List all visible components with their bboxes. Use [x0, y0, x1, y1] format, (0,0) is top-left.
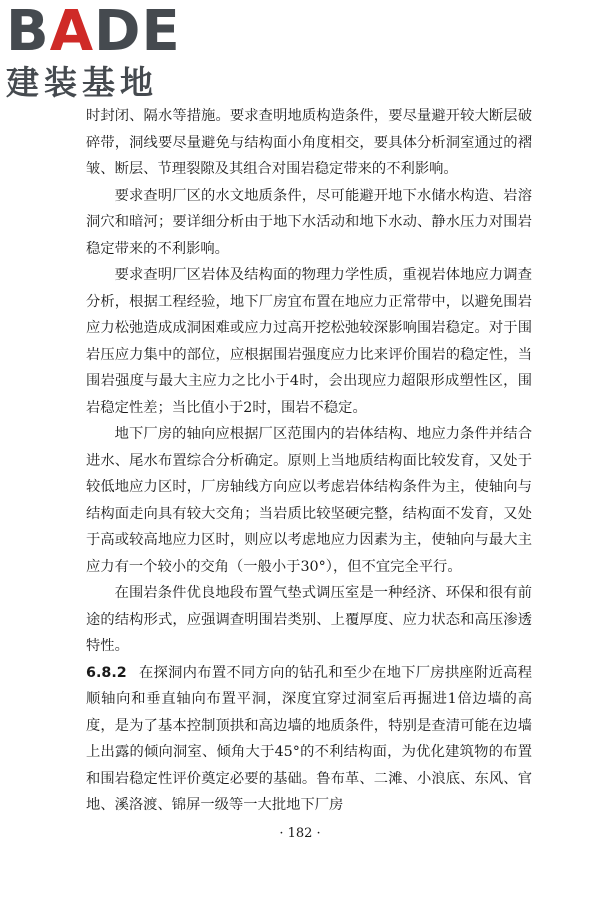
logo-tagline: 建装基地 [6, 63, 158, 102]
bade-logo [6, 0, 196, 102]
logo-letter-d: D [94, 0, 142, 64]
paragraph-rock-mechanics: 要求查明厂区岩体及结构面的物理力学性质，重视岩体地应力调查分析，根据工程经验，地下厂房宜布置在地应力正常带中，以避免围岩应力松弛造成成洞困难或应力过高开挖松弛较深影响围岩稳定。对于围岩压应力集中的部位，应根据围岩强度应力比来评价围岩的稳定性，当围岩强度与最大主应力之比小于4时，会出现应力超限形成塑性区，围岩稳定性差；当比值小于2时，围岩不稳定。 [86, 267, 532, 416]
paragraph-continuation: 时封闭、隔水等措施。要求查明地质构造条件，要尽量避开较大断层破碎带，洞线要尽量避免与结构面小角度相交，要具体分析洞室通过的褶皱、断层、节理裂隙及其组合对围岩稳定带来的不利影响。 [86, 108, 532, 177]
paragraph-hydrogeology: 要求查明厂区的水文地质条件，尽可能避开地下水储水构造、岩溶洞穴和暗河；要详细分析由于地下水活动和地下水动、静水压力对围岩稳定带来的不利影响。 [86, 187, 532, 257]
document-body [86, 103, 532, 819]
logo-letter-a: A [49, 0, 95, 64]
clause-text: 在探洞内布置不同方向的钻孔和至少在地下厂房拱座附近高程顺轴向和垂直轴向布置平洞，深度宜穿过洞室后再掘进1倍边墙的高度，是为了基本控制顶拱和高边墙的地质条件，特别是查清可能在边墙上出露的倾向洞室、倾角大于45°的不利结构面，为优化建筑物的布置和围岩稳定性评价奠定必要的基础。鲁布革、二滩、小浪底、东风、官地、溪洛渡、锦屏一级等一大批地下厂房 [86, 664, 532, 813]
page-number: · 182 · [279, 826, 321, 841]
paragraph-powerhouse-axis: 地下厂房的轴向应根据厂区范围内的岩体结构、地应力条件并结合进水、尾水布置综合分析确定。原则上当地质结构面比较发育，又处于较低地应力区时，厂房轴线方向应以考虑岩体结构条件为主，使轴向与结构面走向具有较大交角；当岩质比较坚硬完整，结构面不发育，又处于高或较高地应力区时，则应以考虑地应力因素为主，使轴向与最大主应力有一个较小的交角（一般小于30°），但不宜完全平行。 [86, 426, 532, 575]
logo-letter-b: B [6, 0, 50, 64]
paragraph-surge-chamber: 在围岩条件优良地段布置气垫式调压室是一种经济、环保和很有前途的结构形式，应强调查明围岩类别、上覆厚度、应力状态和高压渗透特性。 [86, 585, 532, 654]
clause-number: 6.8.2 [86, 664, 127, 681]
logo-letter-e: E [141, 0, 181, 64]
logo-wordmark [6, 0, 196, 64]
clause-6-8-2 [86, 660, 532, 819]
